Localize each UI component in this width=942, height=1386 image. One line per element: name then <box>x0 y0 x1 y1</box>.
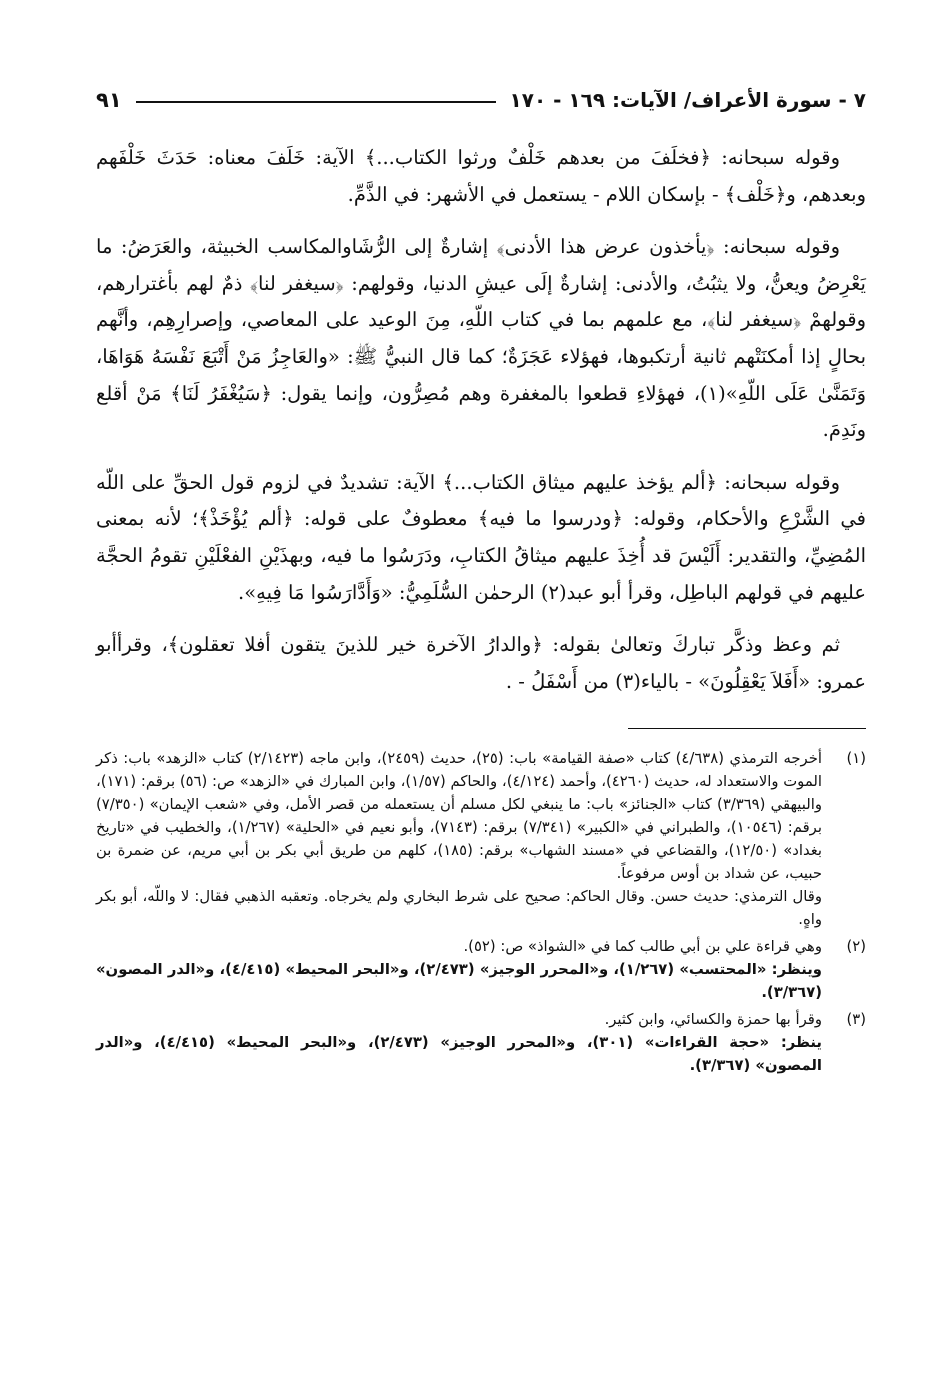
header-rule <box>136 101 496 103</box>
page <box>96 82 866 1081</box>
paragraph: وقوله سبحانه: ﴿ألم يؤخذ عليهم ميثاق الكتاب...﴾ الآية: تشديدٌ في لزوم قول الحقِّ على اللّه في الشَّرْعِ والأحكام، وقوله: ﴿ودرسوا ما فيه﴾ معطوفٌ على قوله: ﴿ألم يُؤْخَذْ﴾؛ لأنه بمعنى المُضِيِّ، والتقدير: أَلَيْسَ قد أُخِذَ عليهم ميثاقُ الكتابِ، ودَرَسُوا ما فيه، وبهذَيْنِ الفعْلَيْنِ تقومُ الحجَّة عليهم في قولهم الباطِل، وقرأ أبو عبد(٢) الرحمٰن السُّلَمِيُّ: «وَأَدَّارَسُوا مَا فِيهِ». <box>96 470 866 604</box>
paragraph: وقوله سبحانه: ﴿يأخذون عرض هذا الأدنى﴾ إشارةٌ إلى الرُّشَاوالمكاسب الخبيثة، والعَرَضُ: ما يَعْرِضُ ويعنُّ، ولا يثبُتُ، والأدنى: إشارةٌ إلَى عيشِ الدنيا، وقولهم: ﴿سيغفر لنا﴾ ذمٌ لهم بأغترارهم، وقولهمْ ﴿سيغفر لنا﴾، مع علمهم بما في كتاب اللّهِ، مِنَ الوعيد على المعاصي، وإصرارِهِم، وأنَّهم بحالٍ إذا أمكنَتْهم ثانية أرتكبوها، فهؤلاء عَجَزَةٌ؛ كما قال النبيُّ ﷺ: «والعَاجِزُ مَنْ أَتْبَعَ نَفْسَهُ هَوَاهَا، وَتَمَنَّىٰ عَلَى اللّهِ»(١)، فهؤلاءِ قطعوا بالمغفرة وهم مُصِرُّون، وإنما يقول: ﴿سَيُغْفَرُ لَنَا﴾ مَنْ أقلع ونَدِمَ. <box>96 235 866 442</box>
main-text <box>96 140 866 700</box>
footnote-text <box>96 747 822 931</box>
footnote-text <box>96 1008 822 1077</box>
footnote-line: ينظر: «حجة القراءات» (٣٠١)، و«المحرر الوجيز» (٢/٤٧٣)، و«البحر المحيط» (٤/٤١٥)، و«الدر المصون» (٣/٣٦٧). <box>96 1034 822 1075</box>
footnote-label: (٣) <box>846 1011 866 1029</box>
footnote-line: أخرجه الترمذي (٤/٦٣٨) كتاب «صفة القيامة» باب: (٢٥)، حديث (٢٤٥٩)، وابن ماجه (٢/١٤٢٣) كتاب «الزهد» باب: ذكر الموت والاستعداد له، حديث (٤٢٦٠)، وأحمد (٤/١٢٤)، والحاكم (١/٥٧)، وابن المبارك في «الزهد» ص: (٥٦) برقم: (١٧١)، والبيهقي (٣/٣٦٩) كتاب «الجنائز» باب: ما ينبغي لكل مسلم أن يستعمله من قصر الأمل، وفي «شعب الإيمان» (٧/٣٥٠) برقم: (١٠٥٤٦)، والطبراني في «الكبير» (٧/٣٤١) برقم: (٧١٤٣)، وأبو نعيم في «الحلية» (١/٢٦٧)، والخطيب في «تاريخ بغداد» (١٢/٥٠)، والقضاعي في «مسند الشهاب» برقم: (١٨٥)، كلهم من طريق أبي بكر بن أبي مريم، عن ضمرة بن حبيب، عن شداد بن أوس مرفوعاً. <box>96 750 822 883</box>
running-header <box>96 82 866 118</box>
footnotes <box>96 747 866 1077</box>
footnote-line: وهي قراءة علي بن أبي طالب كما في «الشواذ» ص: (٥٢). <box>463 938 822 956</box>
paragraph: وقوله سبحانه: ﴿فخلَفَ من بعدهم خَلْفٌ ورثوا الكتاب...﴾ الآية: خَلَفَ معناه: حَدَثَ خَلْفَهم وبعدهم، و﴿خَلْف﴾ - بإسكان اللام - يستعمل في الأشهر: في الذَّمِّ. <box>96 146 866 206</box>
footnote <box>96 935 866 1004</box>
page-number: ٩١ <box>96 88 122 112</box>
footnote-line: وينظر: «المحتسب» (١/٢٦٧)، و«المحرر الوجيز» (٢/٤٧٣)، و«البحر المحيط» (٤/٤١٥)، و«الدر المصون» (٣/٣٦٧). <box>96 961 822 1002</box>
footnote-label: (١) <box>846 750 866 768</box>
footnote-separator <box>628 728 866 729</box>
paragraph: ثم وعظ وذكَّر تباركَ وتعالىٰ بقوله: ﴿والدارُ الآخرة خير للذينَ يتقون أفلا تعقلون﴾، وقرأأبو عمرو: «أَفَلاَ يَعْقِلُونَ» - بالياء(٣) من أَسْفَلُ - . <box>96 633 866 693</box>
footnote-line: وقال الترمذي: حديث حسن. وقال الحاكم: صحيح على شرط البخاري ولم يخرجاه. وتعقبه الذهبي فقال: لا واللّه، أبو بكر واهٍ. <box>96 888 822 929</box>
footnote-label: (٢) <box>846 938 866 956</box>
header-title: ٧ - سورة الأعراف/ الآيات: ١٦٩ - ١٧٠ <box>509 88 866 112</box>
footnote <box>96 747 866 931</box>
footnote <box>96 1008 866 1077</box>
footnote-line: وقرأ بها حمزة والكسائي، وابن كثير. <box>604 1011 822 1029</box>
footnote-text <box>96 935 822 1004</box>
